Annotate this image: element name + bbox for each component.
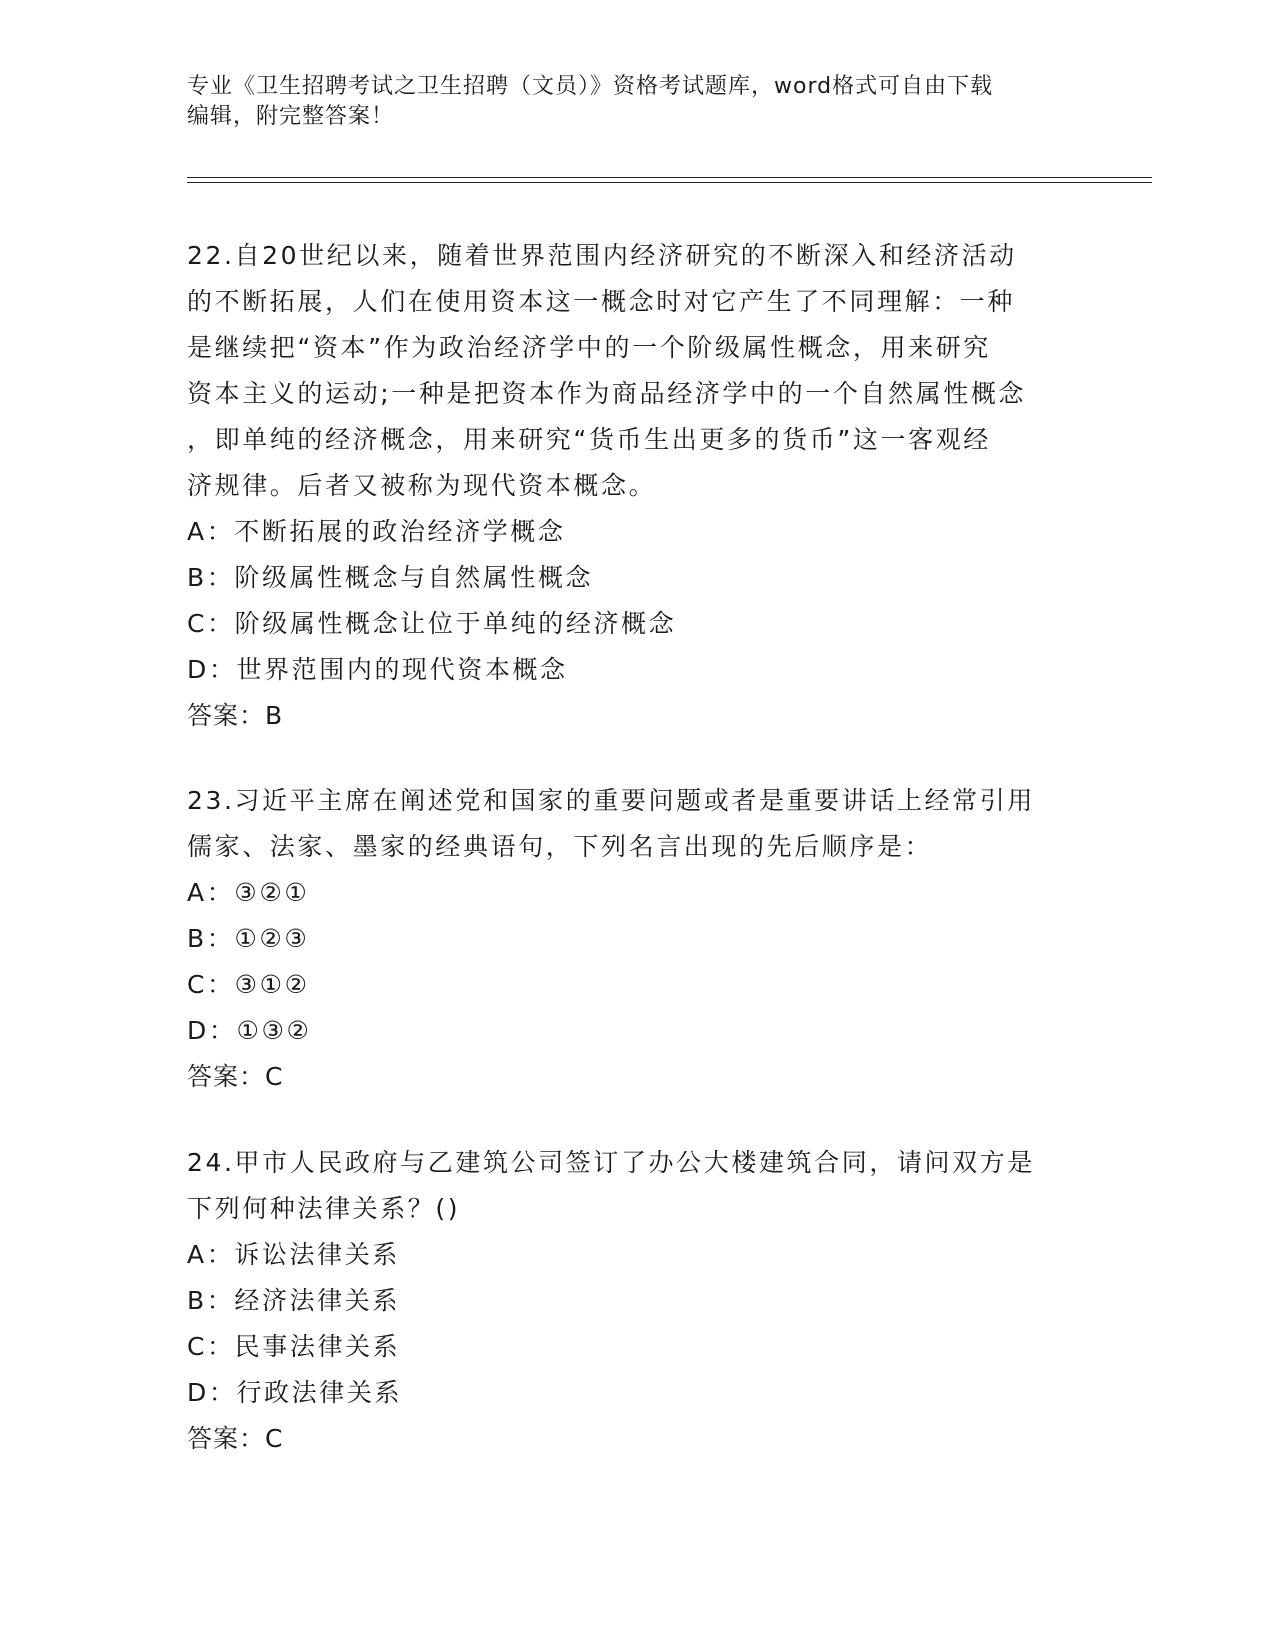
option-b: B：①②③ (187, 924, 310, 953)
header-line: 编辑，附完整答案！ (187, 104, 395, 129)
option-b: B：阶级属性概念与自然属性概念 (187, 563, 594, 592)
question-22 (187, 233, 1087, 739)
answer: 答案：C (187, 1424, 284, 1453)
question-stem-line: 的不断拓展，人们在使用资本这一概念时对它产生了不同理解：一种 (187, 287, 1016, 316)
option-c: C：民事法律关系 (187, 1332, 401, 1361)
option-c: C：③①② (187, 970, 310, 999)
option-d: D：行政法律关系 (187, 1378, 403, 1407)
question-stem-line: 22.自20世纪以来，随着世界范围内经济研究的不断深入和经济活动 (187, 241, 1017, 270)
answer: 答案：C (187, 1062, 284, 1091)
question-stem-line: 儒家、法家、墨家的经典语句，下列名言出现的先后顺序是： (187, 832, 933, 861)
option-d: D：①③② (187, 1016, 312, 1045)
question-stem-line: 是继续把“资本”作为政治经济学中的一个阶级属性概念，用来研究 (187, 333, 991, 362)
question-stem-line: 23.习近平主席在阐述党和国家的重要问题或者是重要讲话上经常引用 (187, 786, 1035, 815)
document-header (187, 72, 1067, 132)
header-divider (187, 177, 1152, 178)
question-stem-line: ，即单纯的经济概念，用来研究“货币生出更多的货币”这一客观经 (187, 425, 991, 454)
option-d: D：世界范围内的现代资本概念 (187, 655, 568, 684)
option-a: A：不断拓展的政治经济学概念 (187, 517, 566, 546)
answer: 答案：B (187, 701, 284, 730)
option-b: B：经济法律关系 (187, 1286, 400, 1315)
option-a: A：诉讼法律关系 (187, 1240, 400, 1269)
question-stem-line: 24.甲市人民政府与乙建筑公司签订了办公大楼建筑合同，请问双方是 (187, 1148, 1035, 1177)
question-stem-line: 济规律。后者又被称为现代资本概念。 (187, 471, 657, 500)
question-stem-line: 下列何种法律关系？() (187, 1194, 461, 1223)
question-24 (187, 1140, 1087, 1462)
header-line: 专业《卫生招聘考试之卫生招聘（文员）》资格考试题库，word格式可自由下载 (187, 74, 994, 99)
question-23 (187, 778, 1087, 1100)
question-stem-line: 资本主义的运动;一种是把资本作为商品经济学中的一个自然属性概念 (187, 379, 1027, 408)
option-a: A：③②① (187, 878, 310, 907)
header-divider (187, 182, 1152, 183)
option-c: C：阶级属性概念让位于单纯的经济概念 (187, 609, 677, 638)
